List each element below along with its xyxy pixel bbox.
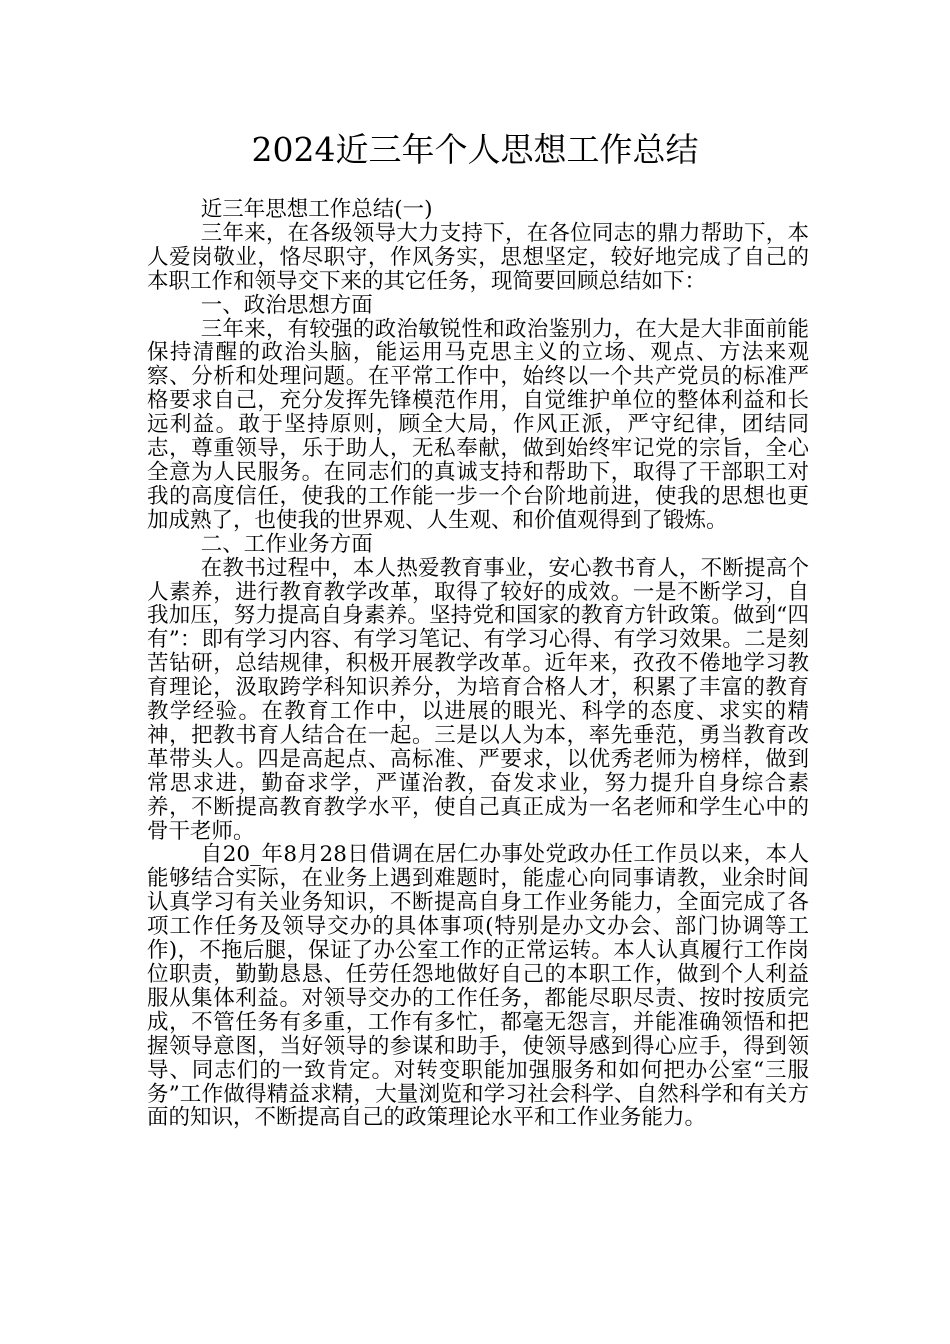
- section-heading-work: 二、工作业务方面: [200, 531, 373, 557]
- section-subtitle: 近三年思想工作总结(一): [200, 197, 433, 222]
- document-body: [147, 198, 809, 1130]
- office-work-paragraph: 自20_年8月28日借调在居仁办事处党政办任工作员以来，本人能够结合实际，在业务上遇到难题时，能虚心向同事请教，业余时间认真学习有关业务知识，不断提高自身工作业务能力，全面完成了各项工作任务及领导交办的具体事项(特别是办文办会、部门协调等工作)，不拖后腿，保证了办公室工作的正常运转。本人认真履行工作岗位职责，勤勤恳恳、任劳任怨地做好自己的本职工作，做到个人利益服从集体利益。对领导交办的工作任务，都能尽职尽责、按时按质完成，不管任务有多重，工作有多忙，都毫无怨言，并能准确领悟和把握领导意图，当好领导的参谋和助手，使领导感到得心应手，得到领导、同志们的一致肯定。对转变职能加强服务和如何把办公室“三服务”工作做得精益求精，大量浏览和学习社会科学、自然科学和有关方面的知识，不断提高自己的政策理论水平和工作业务能力。: [147, 842, 809, 1131]
- section-heading-political: 一、政治思想方面: [200, 292, 373, 318]
- document-title: 2024近三年个人思想工作总结: [251, 130, 699, 169]
- teaching-paragraph: 在教书过程中，本人热爱教育事业，安心教书育人，不断提高个人素养，进行教育教学改革，取得了较好的成效。一是不断学习，自我加压，努力提高自身素养。坚持党和国家的教育方针政策。做到“四有”：即有学习内容、有学习笔记、有学习心得、有学习效果。二是刻苦钻研，总结规律，积极开展教学改革。近年来，孜孜不倦地学习教育理论，汲取跨学科知识养分，为培育合格人才，积累了丰富的教育教学经验。在教育工作中，以进展的眼光、科学的态度、求实的精神，把教书育人结合在一起。三是以人为本，率先垂范，勇当教育改革带头人。四是高起点、高标准、严要求，以优秀老师为榜样，做到常思求进，勤奋求学，严谨治教，奋发求业，努力提升自身综合素养，不断提高教育教学水平，使自己真正成为一名老师和学生心中的骨干老师。: [147, 555, 809, 844]
- political-paragraph: 三年来，有较强的政治敏锐性和政治鉴别力，在大是大非面前能保持清醒的政治头脑，能运用马克思主义的立场、观点、方法来观察、分析和处理问题。在平常工作中，始终以一个共产党员的标准严格要求自己，充分发挥先锋模范作用，自觉维护单位的整体利益和长远利益。敢于坚持原则，顾全大局，作风正派，严守纪律，团结同志，尊重领导，乐于助人，无私奉献，做到始终牢记党的宗旨，全心全意为人民服务。在同志们的真诚支持和帮助下，取得了干部职工对我的高度信任，使我的工作能一步一个台阶地前进，使我的思想也更加成熟了，也使我的世界观、人生观、和价值观得到了锻炼。: [147, 316, 809, 533]
- intro-paragraph: 三年来，在各级领导大力支持下，在各位同志的鼎力帮助下，本人爱岗敬业，恪尽职守，作风务实，思想坚定，较好地完成了自己的本职工作和领导交下来的其它任务，现简要回顾总结如下：: [147, 220, 809, 294]
